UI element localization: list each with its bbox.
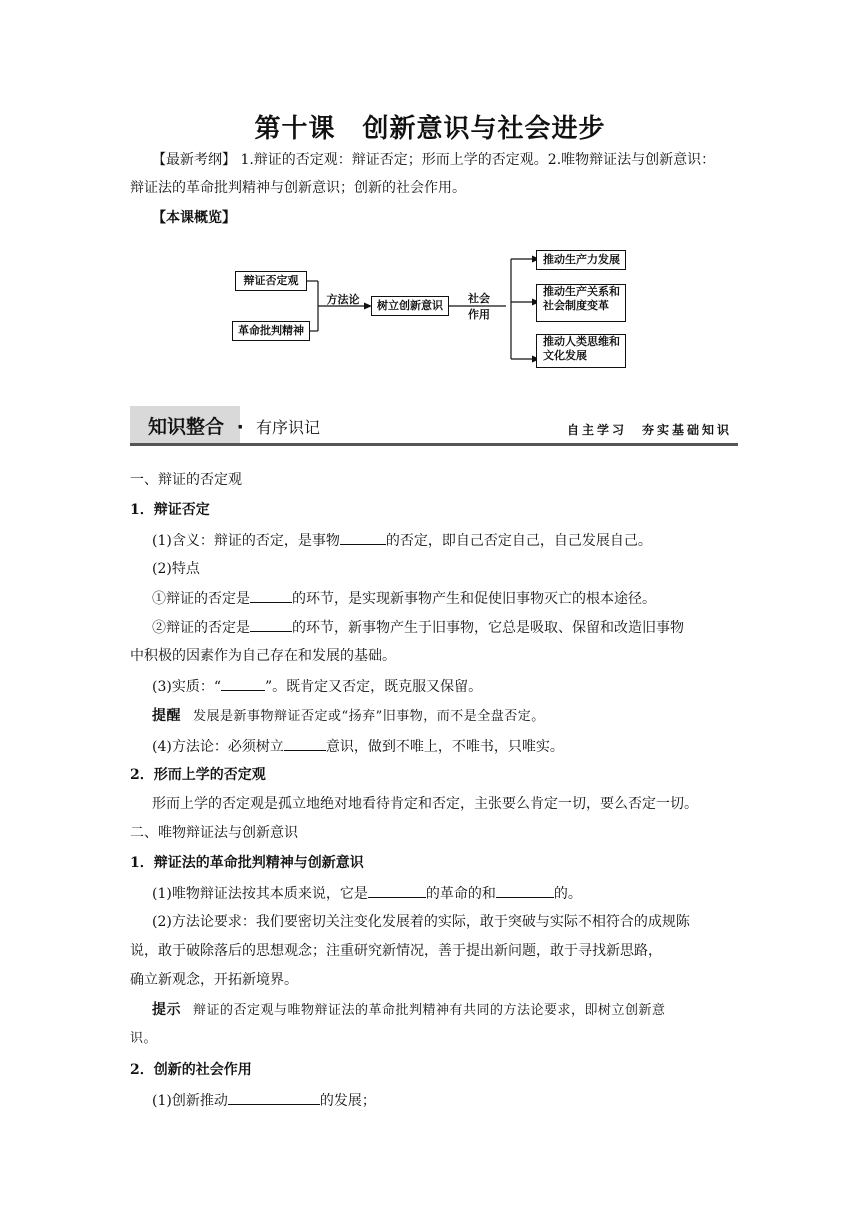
label-social-role-1: 社会: [468, 292, 490, 305]
hint-label: 提示: [152, 1002, 181, 1018]
feature-2-a: ②辩证的否定是: [152, 620, 250, 636]
node-relations-line-2: 社会制度变革: [543, 299, 609, 312]
dialectics-a: (1)唯物辩证法按其本质来说，它是: [152, 886, 368, 902]
meaning-text-a: (1)含义：辩证的否定，是事物: [152, 533, 340, 549]
essence-b: ”。既肯定又否定，既克服又保留。: [265, 679, 483, 695]
node-relations-line-1: 推动生产关系和: [543, 285, 620, 298]
social-role-b: 的发展；: [319, 1093, 376, 1109]
section-heading-2: 二、唯物辩证法与创新意识: [130, 825, 298, 841]
node-thought-line-1: 推动人类思维和: [543, 335, 620, 348]
feature-1-a: ①辩证的否定是: [152, 591, 250, 607]
banner-rule: [130, 443, 738, 446]
subsection-1-1: 1．辩证否定: [130, 502, 210, 518]
paragraph-requirement-1: (2)方法论要求：我们要密切关注变化发展着的实际，敢于突破与实际不相符合的成规陈: [152, 914, 690, 930]
paragraph-metaphysical: 形而上学的否定观是孤立地绝对地看待肯定和否定，主张要么肯定一切，要么否定一切。: [152, 796, 698, 812]
overview-tag: 【本课概览】: [152, 210, 236, 226]
banner-title: [148, 412, 244, 439]
node-productivity: 推动生产力发展: [536, 250, 626, 270]
methodology-b: 意识，做到不唯上，不唯书，只唯实。: [325, 739, 564, 755]
label-methodology: 方法论: [326, 293, 360, 306]
node-thought-culture: [536, 334, 626, 368]
reminder-label: 提醒: [152, 708, 181, 724]
hint-note-cont: 识。: [130, 1031, 158, 1046]
fill-blank: [284, 736, 326, 751]
fill-blank: [496, 883, 554, 898]
fill-blank: [368, 883, 426, 898]
fill-blank: [228, 1090, 320, 1105]
node-relations-system: [536, 284, 626, 322]
methodology-a: (4)方法论：必须树立: [152, 739, 284, 755]
section-heading-1: 一、辩证的否定观: [130, 472, 242, 488]
node-dialectical-negation: 辩证否定观: [235, 271, 307, 291]
fill-blank: [250, 588, 292, 603]
node-innovation-awareness: 树立创新意识: [371, 296, 449, 316]
intro-line-1: [152, 150, 715, 170]
node-revolutionary-critique: 革命批判精神: [232, 321, 310, 341]
reminder-text: 发展是新事物辩证否定或“扬弃”旧事物，而不是全盘否定。: [193, 709, 545, 724]
paragraph-feature-1: [152, 588, 656, 609]
subsection-2-1: 1．辩证法的革命批判精神与创新意识: [130, 855, 364, 871]
banner-dot: ·: [236, 416, 244, 438]
hint-text-a: 辩证的否定观与唯物辩证法的革命批判精神有共同的方法论要求，即树立创新意: [193, 1003, 666, 1018]
banner-subtitle: 有序识记: [256, 418, 321, 437]
paragraph-essence-dialectics: [152, 883, 582, 904]
paragraph-methodology: [152, 736, 564, 757]
intro-line-2: 辩证法的革命批判精神与创新意识；创新的社会作用。: [130, 180, 466, 196]
concept-diagram: [226, 244, 636, 374]
paragraph-features: (2)特点: [152, 561, 200, 577]
social-role-a: (1)创新推动: [152, 1093, 228, 1109]
dialectics-b: 的革命的和: [425, 886, 496, 902]
paragraph-meaning: [152, 530, 652, 551]
feature-2-b: 的环节，新事物产生于旧事物，它总是吸取、保留和改造旧事物: [292, 620, 684, 636]
paragraph-essence: [152, 676, 482, 697]
intro-tag: 【最新考纲】: [152, 152, 236, 168]
fill-blank: [250, 617, 292, 632]
paragraph-social-role: [152, 1090, 376, 1111]
paragraph-feature-2-cont: 中积极的因素作为自己存在和发展的基础。: [130, 648, 396, 664]
subsection-2-2: 2．创新的社会作用: [130, 1062, 252, 1078]
feature-1-b: 的环节，是实现新事物产生和促使旧事物灭亡的根本途径。: [292, 591, 656, 607]
hint-note: [152, 1000, 666, 1021]
banner-right-text: 自主学习 夯实基础知识: [566, 423, 732, 437]
paragraph-requirement-3: 确立新观念，开拓新境界。: [130, 972, 298, 988]
paragraph-requirement-2: 说，敢于破除落后的思想观念；注重研究新情况，善于提出新问题，敢于寻找新思路，: [130, 943, 662, 959]
dialectics-c: 的。: [553, 886, 582, 902]
reminder-note: [152, 706, 545, 727]
fill-blank: [340, 530, 386, 545]
banner-main-text: 知识整合: [148, 416, 225, 438]
essence-a: (3)实质：“: [152, 679, 221, 695]
intro-text-1: 1.辩证的否定观：辩证否定；形而上学的否定观。2.唯物辩证法与创新意识：: [240, 152, 716, 168]
paragraph-feature-2: [152, 617, 684, 638]
label-social-role-2: 作用: [468, 308, 490, 321]
fill-blank: [221, 676, 265, 691]
node-thought-line-2: 文化发展: [543, 349, 587, 362]
page-title: 第十课 创新意识与社会进步: [254, 114, 606, 144]
meaning-text-b: 的否定，即自己否定自己，自己发展自己。: [385, 533, 652, 549]
subsection-1-2: 2．形而上学的否定观: [130, 767, 266, 783]
